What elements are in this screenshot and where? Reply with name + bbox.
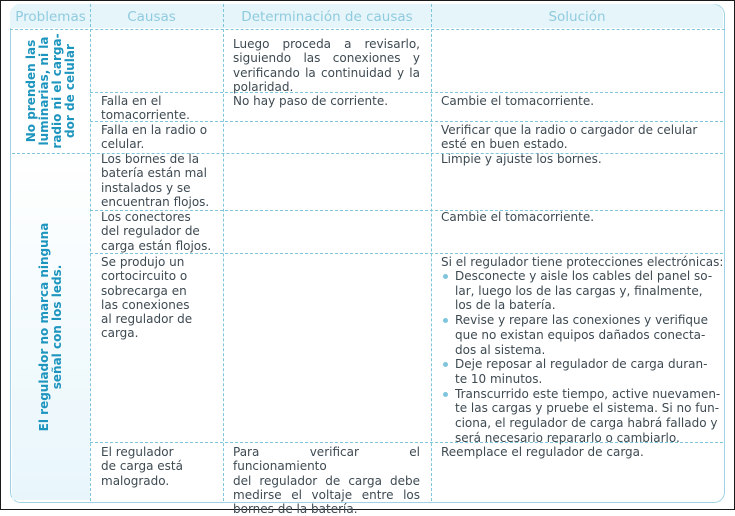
bullet-icon [443, 392, 448, 397]
determination-cell [233, 445, 420, 516]
column-divider [223, 4, 224, 501]
determination-line: del regulador de carga debe [233, 473, 420, 488]
solution-cell: Limpie y ajuste los bornes. [441, 152, 602, 166]
header-determinacion: Determinación de causas [241, 9, 413, 25]
solution-cell: Cambie el tomacorriente. [441, 210, 595, 224]
cause-cell: Los bornes de la batería están mal instalados y se encuentran flojos. [101, 152, 210, 209]
column-divider [90, 4, 91, 501]
problem-label: No prenden las luminarias, ni la radio ni el carga- dor de celular [24, 33, 77, 149]
solution-step [441, 269, 717, 313]
bullet-icon [443, 274, 448, 279]
cause-cell: Falla en la radio o celular. [101, 123, 208, 152]
determination-line: verificando la continuidad y la [233, 65, 420, 80]
header-causas: Causas [127, 9, 176, 25]
cause-cell: Falla en el tomacorriente. [101, 94, 190, 123]
solution-step-text: Transcurrido este tiempo, active nuevamen- te las cargas y pruebe el sistema. Si no fun- ciona, el regulador de carga habrá fallado y será necesario repararlo o cambiarlo. [455, 386, 721, 445]
solution-step-text: Desconecte y aisle los cables del panel so- lar, luego los de las cargas y, finalmente, los de la batería. [455, 269, 713, 313]
determination-line: polaridad. [233, 79, 294, 94]
solution-cell: Cambie el tomacorriente. [441, 94, 595, 108]
solution-intro: Si el regulador tiene protecciones electrónicas: [441, 255, 724, 269]
determination-line: siguiendo las conexiones y [233, 51, 420, 66]
bullet-icon [443, 318, 448, 323]
row-divider [90, 253, 723, 254]
determination-cell [233, 37, 420, 94]
determination-line: Para verificar el funcionamiento [233, 445, 420, 474]
cause-cell: Los conectores del regulador de carga están flojos. [101, 210, 212, 253]
problem-label: El regulador no marca ninguna señal con los leds. [37, 222, 64, 432]
solution-step [441, 386, 721, 446]
solution-step-text: Deje reposar al regulador de carga duran- te 10 minutos. [455, 357, 708, 386]
solution-step [441, 313, 717, 357]
determination-line: medirse el voltaje entre los [233, 487, 420, 502]
header-solucion: Solución [548, 9, 606, 25]
cause-cell: El regulador de carga está malogrado. [101, 445, 183, 488]
bullet-icon [443, 362, 448, 367]
determination-line: Luego proceda a revisarlo, [233, 37, 420, 51]
column-divider [431, 4, 432, 501]
header-problemas: Problemas [15, 9, 86, 25]
determination-line: bornes de la batería. [233, 502, 358, 516]
solution-step-text: Revise y repare las conexiones y verifique que no existan equipos dañados conecta- dos al sistema. [455, 313, 709, 357]
solution-step [441, 357, 717, 386]
solution-cell: Reemplace el regulador de carga. [441, 445, 644, 459]
solution-cell: Verificar que la radio o cargador de celular esté en buen estado. [441, 123, 698, 152]
solution-steps-list [441, 269, 721, 445]
cause-cell: Se produjo un cortocircuito o sobrecarga en las conexiones al regulador de carga. [101, 255, 193, 341]
determination-cell: No hay paso de corriente. [233, 94, 389, 108]
